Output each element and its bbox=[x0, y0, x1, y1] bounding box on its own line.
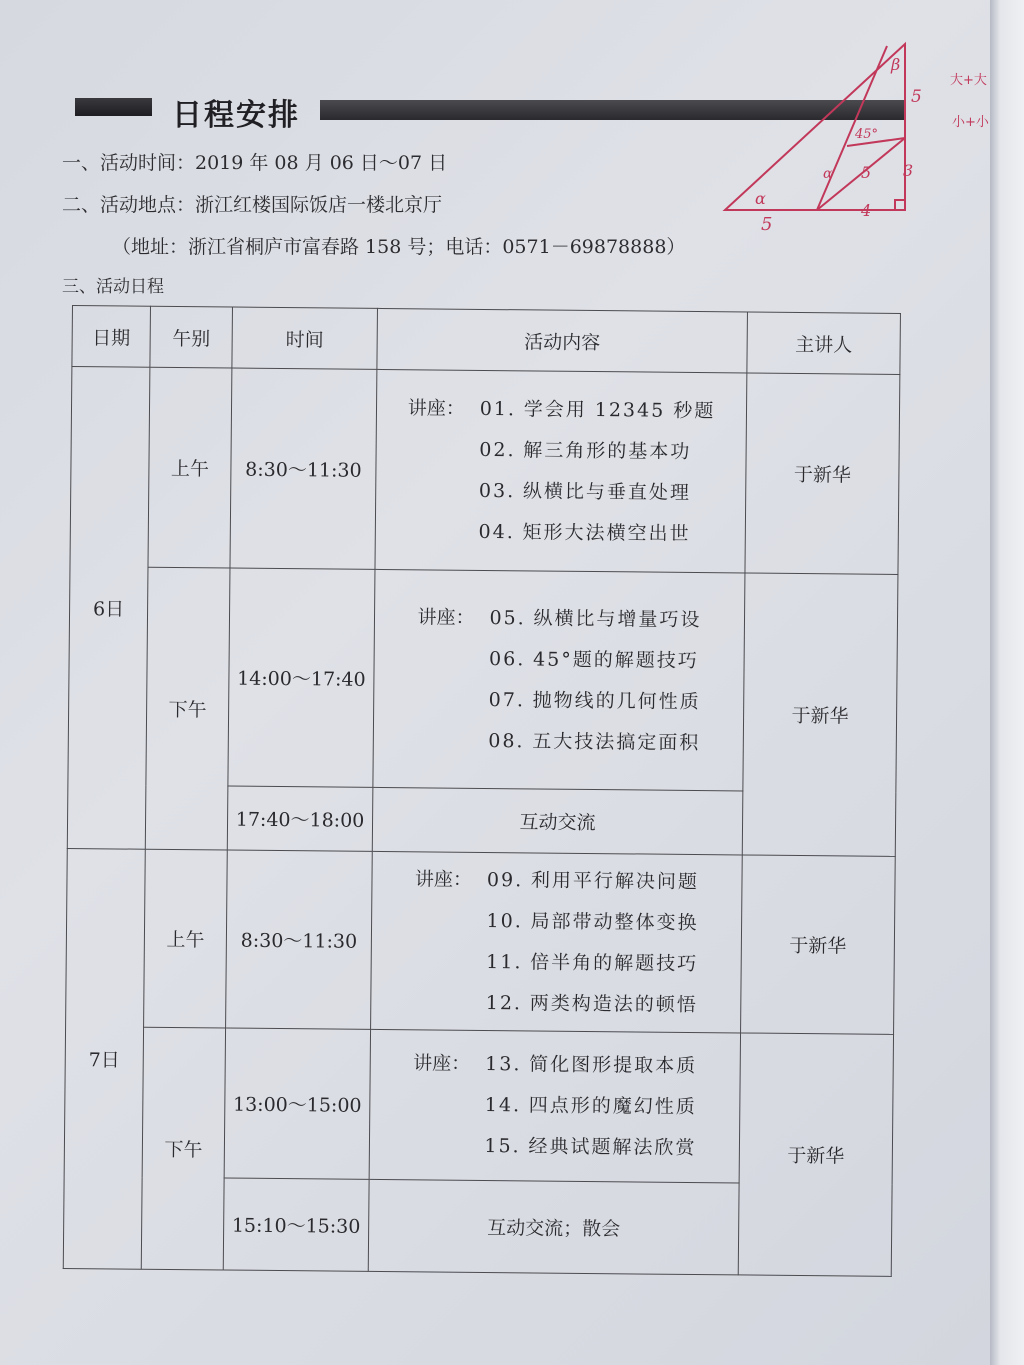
handwritten-label: 5 bbox=[861, 163, 872, 182]
time-cell: 13:00～15:00 bbox=[224, 1028, 370, 1179]
table-row bbox=[64, 1026, 893, 1184]
lecture-item: 06. 45°题的解题技巧 bbox=[489, 647, 699, 672]
header-date: 日期 bbox=[72, 306, 151, 368]
event-time: 一、活动时间：2019 年 08 月 06 日～07 日 bbox=[62, 152, 448, 174]
handwritten-label: 3 bbox=[903, 161, 914, 180]
table-row bbox=[66, 848, 896, 1034]
lecture-item: 02. 解三角形的基本功 bbox=[479, 438, 692, 463]
date-cell: 7日 bbox=[63, 848, 145, 1269]
lecture-item: 12. 两类构造法的顿悟 bbox=[485, 991, 698, 1016]
content-cell: 互动交流；散会 bbox=[368, 1179, 739, 1275]
date-cell: 6日 bbox=[67, 367, 150, 850]
handwritten-label: 5 bbox=[911, 87, 922, 107]
content-cell bbox=[373, 569, 745, 791]
event-address: （地址：浙江省桐庐市富春路 158 号；电话：0571－69878888） bbox=[112, 236, 686, 258]
time-cell: 17:40～18:00 bbox=[227, 786, 373, 851]
lecture-item: 讲座： 13. 简化图形提取本质 bbox=[413, 1052, 698, 1078]
schedule-table bbox=[63, 305, 901, 1277]
lecture-item: 14. 四点形的魔幻性质 bbox=[484, 1094, 697, 1119]
lecture-item: 15. 经典试题解法欣赏 bbox=[484, 1134, 697, 1160]
schedule-heading: 三、活动日程 bbox=[62, 277, 164, 297]
header-period: 午别 bbox=[150, 306, 233, 368]
lecture-item: 讲座： 09. 利用平行解决问题 bbox=[414, 867, 700, 893]
period-cell: 上午 bbox=[148, 367, 232, 568]
content-cell bbox=[375, 369, 747, 573]
time-cell: 15:10～15:30 bbox=[223, 1178, 369, 1271]
speaker-cell: 于新华 bbox=[742, 573, 898, 856]
header-content: 活动内容 bbox=[377, 308, 748, 373]
adjacent-page-edge bbox=[990, 0, 1024, 1365]
period-cell: 下午 bbox=[145, 567, 230, 850]
table-row bbox=[68, 566, 898, 792]
lecture-item: 讲座： 05. 纵横比与增量巧设 bbox=[417, 605, 702, 631]
event-venue: 二、活动地点：浙江红楼国际饭店一楼北京厅 bbox=[62, 194, 443, 216]
handwritten-label: α bbox=[755, 189, 766, 208]
lecture-item: 11. 倍半角的解题技巧 bbox=[486, 950, 699, 975]
speaker-cell: 于新华 bbox=[738, 1033, 893, 1276]
lecture-item: 10. 局部带动整体变换 bbox=[486, 909, 699, 934]
content-cell: 互动交流 bbox=[372, 787, 743, 855]
handwritten-label: α bbox=[823, 166, 833, 182]
time-cell: 14:00～17:40 bbox=[228, 568, 375, 787]
lecture-item: 07. 抛物线的几何性质 bbox=[488, 688, 701, 713]
table-header-row bbox=[72, 306, 901, 375]
right-angle-mark bbox=[895, 200, 905, 210]
content-cell bbox=[371, 851, 743, 1033]
handwritten-label: β bbox=[891, 55, 901, 74]
period-cell: 上午 bbox=[144, 849, 228, 1028]
lecture-item: 讲座： 01. 学会用 12345 秒题 bbox=[407, 396, 716, 422]
header-time: 时间 bbox=[232, 307, 378, 369]
speaker-cell: 于新华 bbox=[741, 855, 896, 1034]
period-cell: 下午 bbox=[141, 1027, 225, 1270]
lecture-item: 04. 矩形大法横空出世 bbox=[478, 520, 691, 545]
time-cell: 8:30～11:30 bbox=[230, 368, 377, 569]
handwritten-label: 5 bbox=[761, 214, 773, 235]
content-cell bbox=[369, 1029, 740, 1183]
handwritten-triangle-diagram bbox=[715, 38, 922, 238]
header-bar-left bbox=[75, 98, 152, 116]
header-speaker: 主讲人 bbox=[747, 312, 901, 374]
margin-note: 小+小 bbox=[952, 115, 989, 130]
page-title: 日程安排 bbox=[172, 98, 300, 133]
time-cell: 8:30～11:30 bbox=[226, 850, 373, 1029]
handwritten-label: 4 bbox=[861, 201, 872, 220]
speaker-cell: 于新华 bbox=[745, 373, 900, 574]
handwritten-label: 45° bbox=[855, 127, 879, 142]
margin-note: 大+大 bbox=[950, 73, 987, 88]
table-row bbox=[70, 367, 900, 575]
lecture-item: 08. 五大技法搞定面积 bbox=[488, 729, 701, 754]
handwritten-margin-notes bbox=[950, 60, 990, 140]
lecture-item: 03. 纵横比与垂直处理 bbox=[478, 479, 692, 504]
